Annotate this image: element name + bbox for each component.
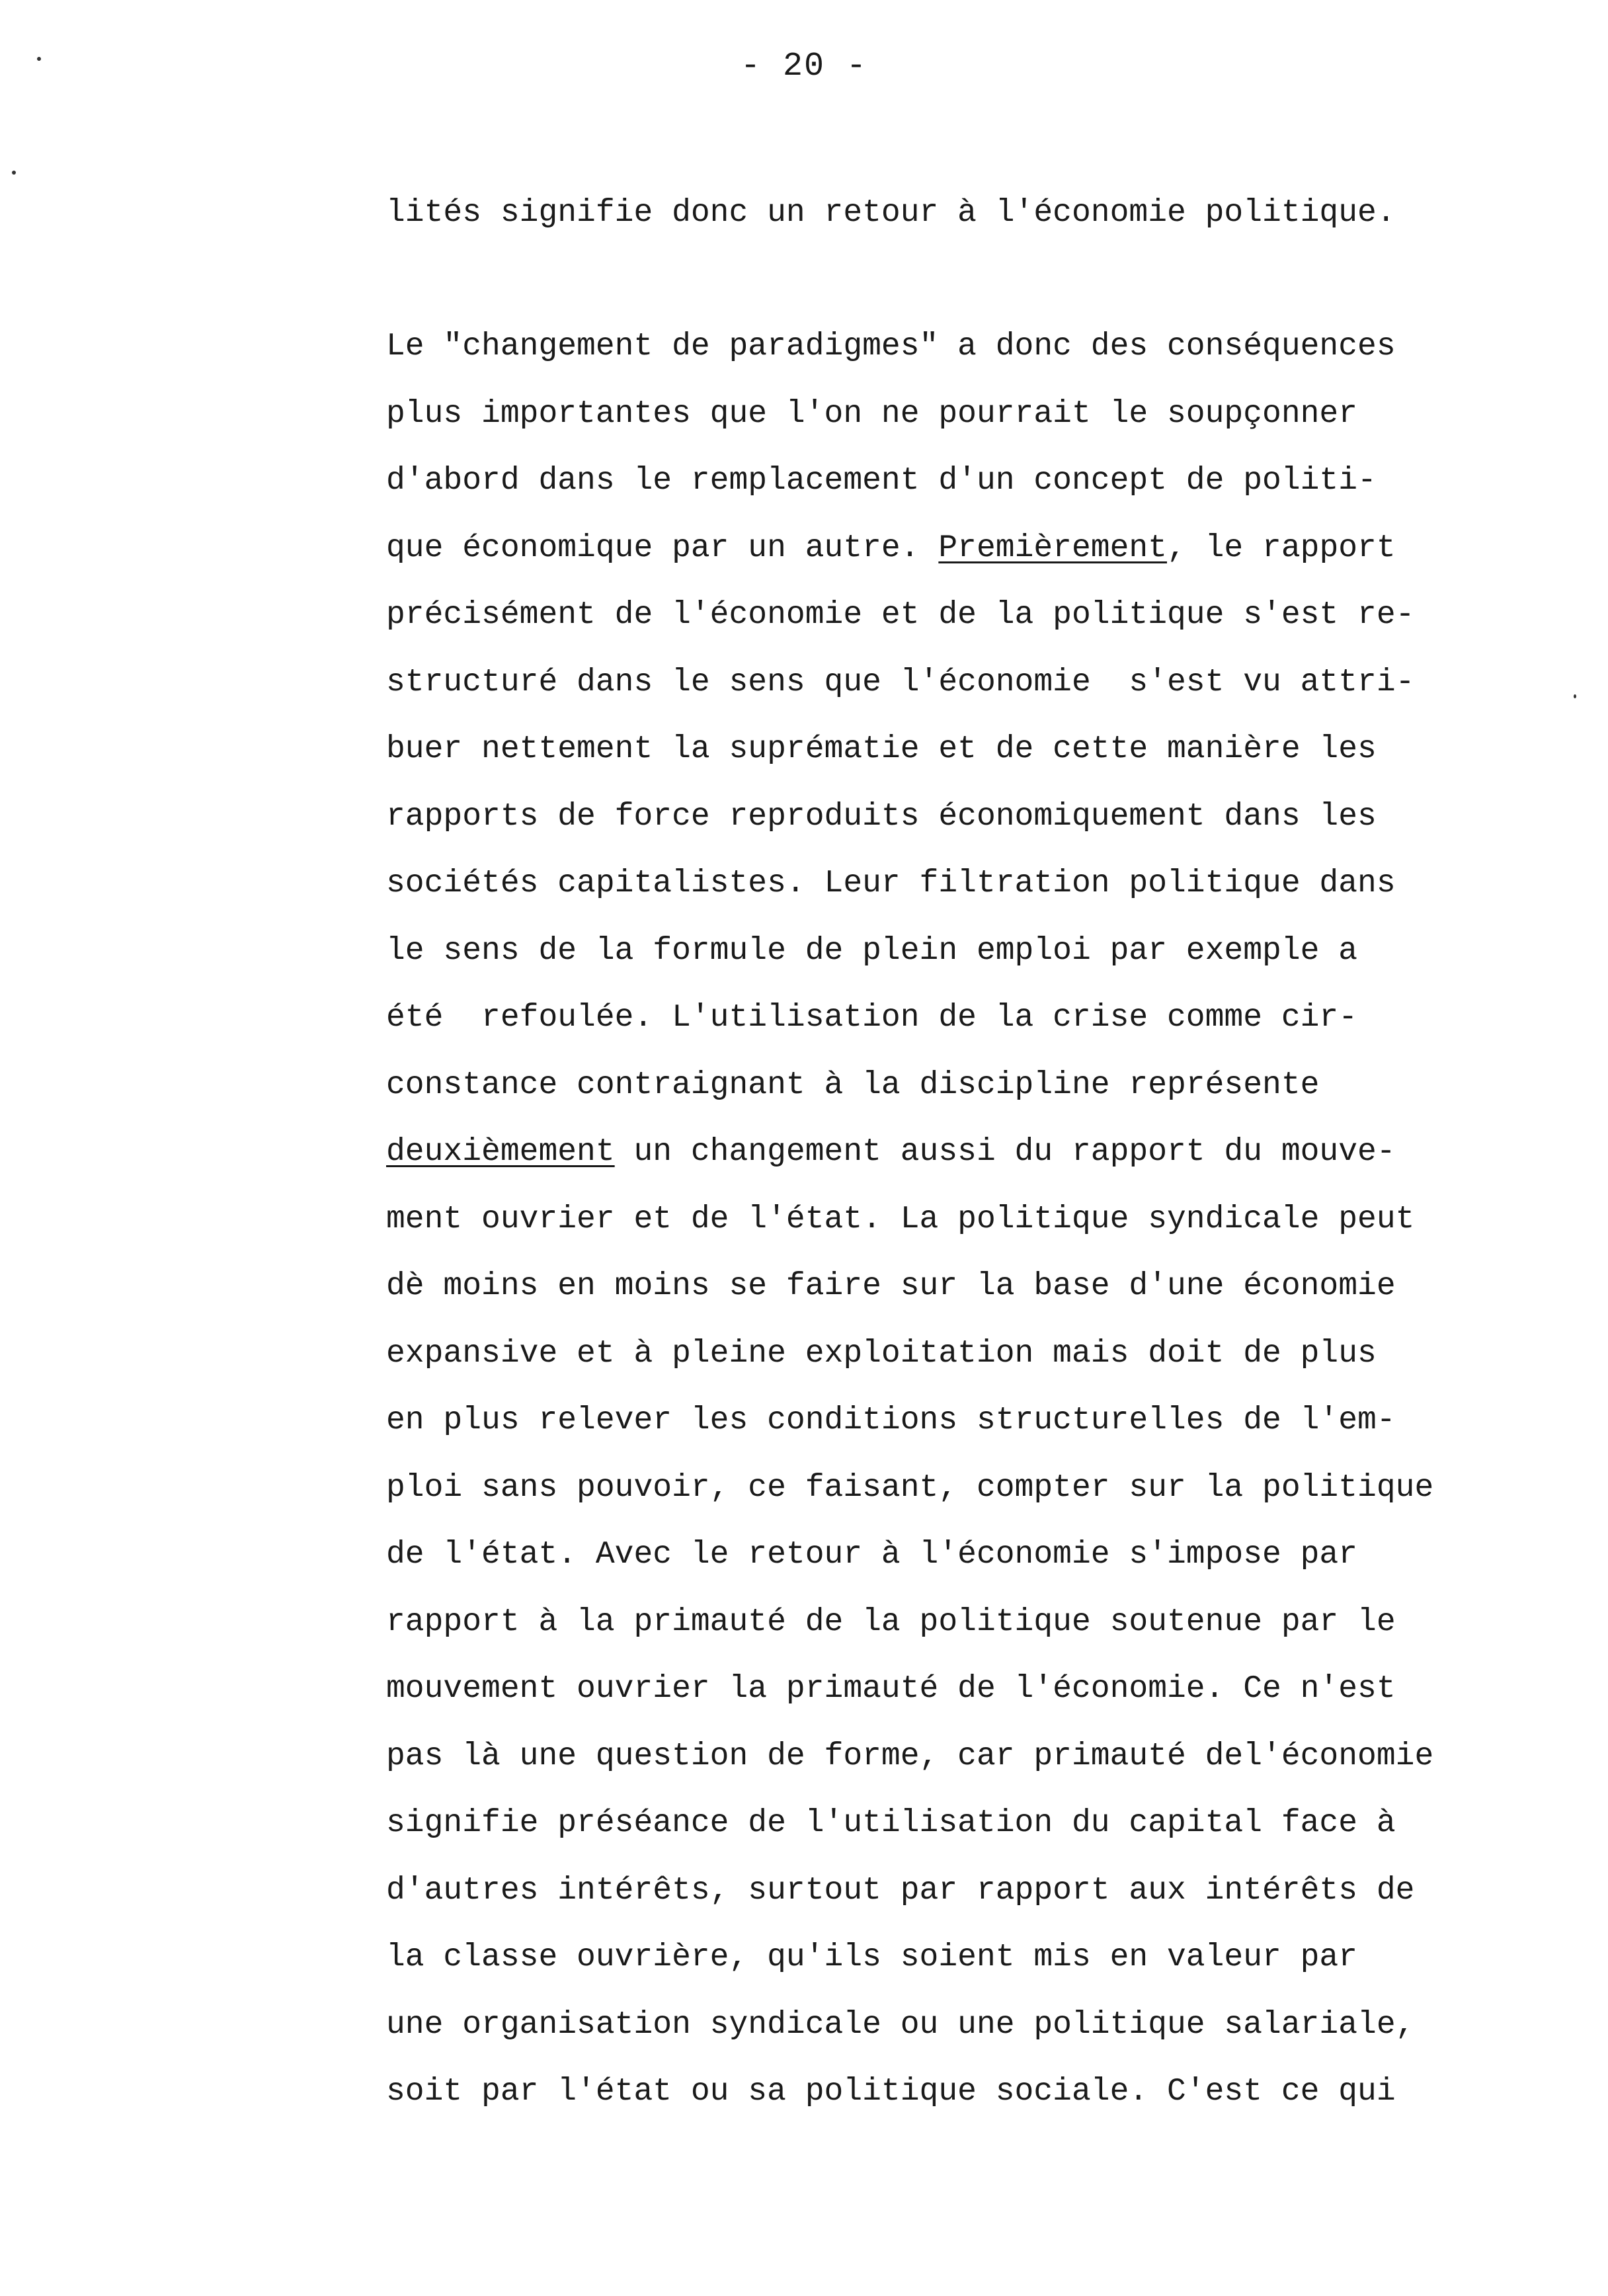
text-line: Le "changement de paradigmes" a donc des conséquences [386, 329, 1396, 364]
intro-line: lités signifie donc un retour à l'économie politique. [386, 195, 1396, 231]
scan-speck [12, 171, 16, 175]
text-line: précisément de l'économie et de la politique s'est re- [386, 597, 1415, 633]
text-line: soit par l'état ou sa politique sociale. C'est ce qui [386, 2074, 1396, 2110]
text-segment: , le rapport [1167, 530, 1396, 566]
scan-speck [1574, 694, 1576, 698]
text-line: buer nettement la suprématie et de cette manière les [386, 731, 1377, 767]
underlined-word: Premièrement [938, 530, 1167, 566]
text-line: de l'état. Avec le retour à l'économie s'impose par [386, 1537, 1358, 1573]
text-line: été refoulée. L'utilisation de la crise comme cir- [386, 1000, 1358, 1036]
text-line: d'abord dans le remplacement d'un concept de politi- [386, 463, 1377, 499]
text-line: d'autres intérêts, surtout par rapport aux intérêts de [386, 1872, 1415, 1908]
text-line: ploi sans pouvoir, ce faisant, compter sur la politique [386, 1469, 1434, 1506]
underlined-word: deuxièmement [386, 1134, 615, 1170]
scan-speck [37, 57, 41, 61]
text-line: signifie préséance de l'utilisation du capital face à [386, 1805, 1396, 1841]
main-paragraph [386, 313, 1433, 2126]
text-line: une organisation syndicale ou une politique salariale, [386, 2006, 1415, 2043]
text-line: en plus relever les conditions structurelles de l'em- [386, 1403, 1396, 1438]
text-line [386, 1119, 1433, 1186]
page-number: - 20 - [740, 48, 868, 85]
text-line: la classe ouvrière, qu'ils soient mis en valeur par [386, 1940, 1358, 1975]
text-segment: que économique par un autre. [386, 530, 939, 566]
text-line: structuré dans le sens que l'économie s'est vu attri- [386, 664, 1415, 700]
text-line: plus importantes que l'on ne pourrait le soupçonner [386, 395, 1358, 432]
text-line: dè moins en moins se faire sur la base d'une économie [386, 1268, 1396, 1304]
text-line: ment ouvrier et de l'état. La politique syndicale peut [386, 1201, 1415, 1237]
text-line: expansive et à pleine exploitation mais doit de plus [386, 1335, 1377, 1372]
text-line: rapports de force reproduits économiquement dans les [386, 798, 1377, 835]
text-line: constance contraignant à la discipline représente [386, 1067, 1320, 1103]
text-line: sociétés capitalistes. Leur filtration politique dans [386, 866, 1396, 901]
text-segment: un changement aussi du rapport du mouve- [614, 1134, 1396, 1170]
text-line [386, 515, 1433, 583]
text-line: rapport à la primauté de la politique soutenue par le [386, 1604, 1396, 1640]
text-line: le sens de la formule de plein emploi par exemple a [386, 932, 1358, 969]
text-line: pas là une question de forme, car primauté del'économie [386, 1738, 1434, 1774]
text-line: mouvement ouvrier la primauté de l'économie. Ce n'est [386, 1671, 1396, 1707]
